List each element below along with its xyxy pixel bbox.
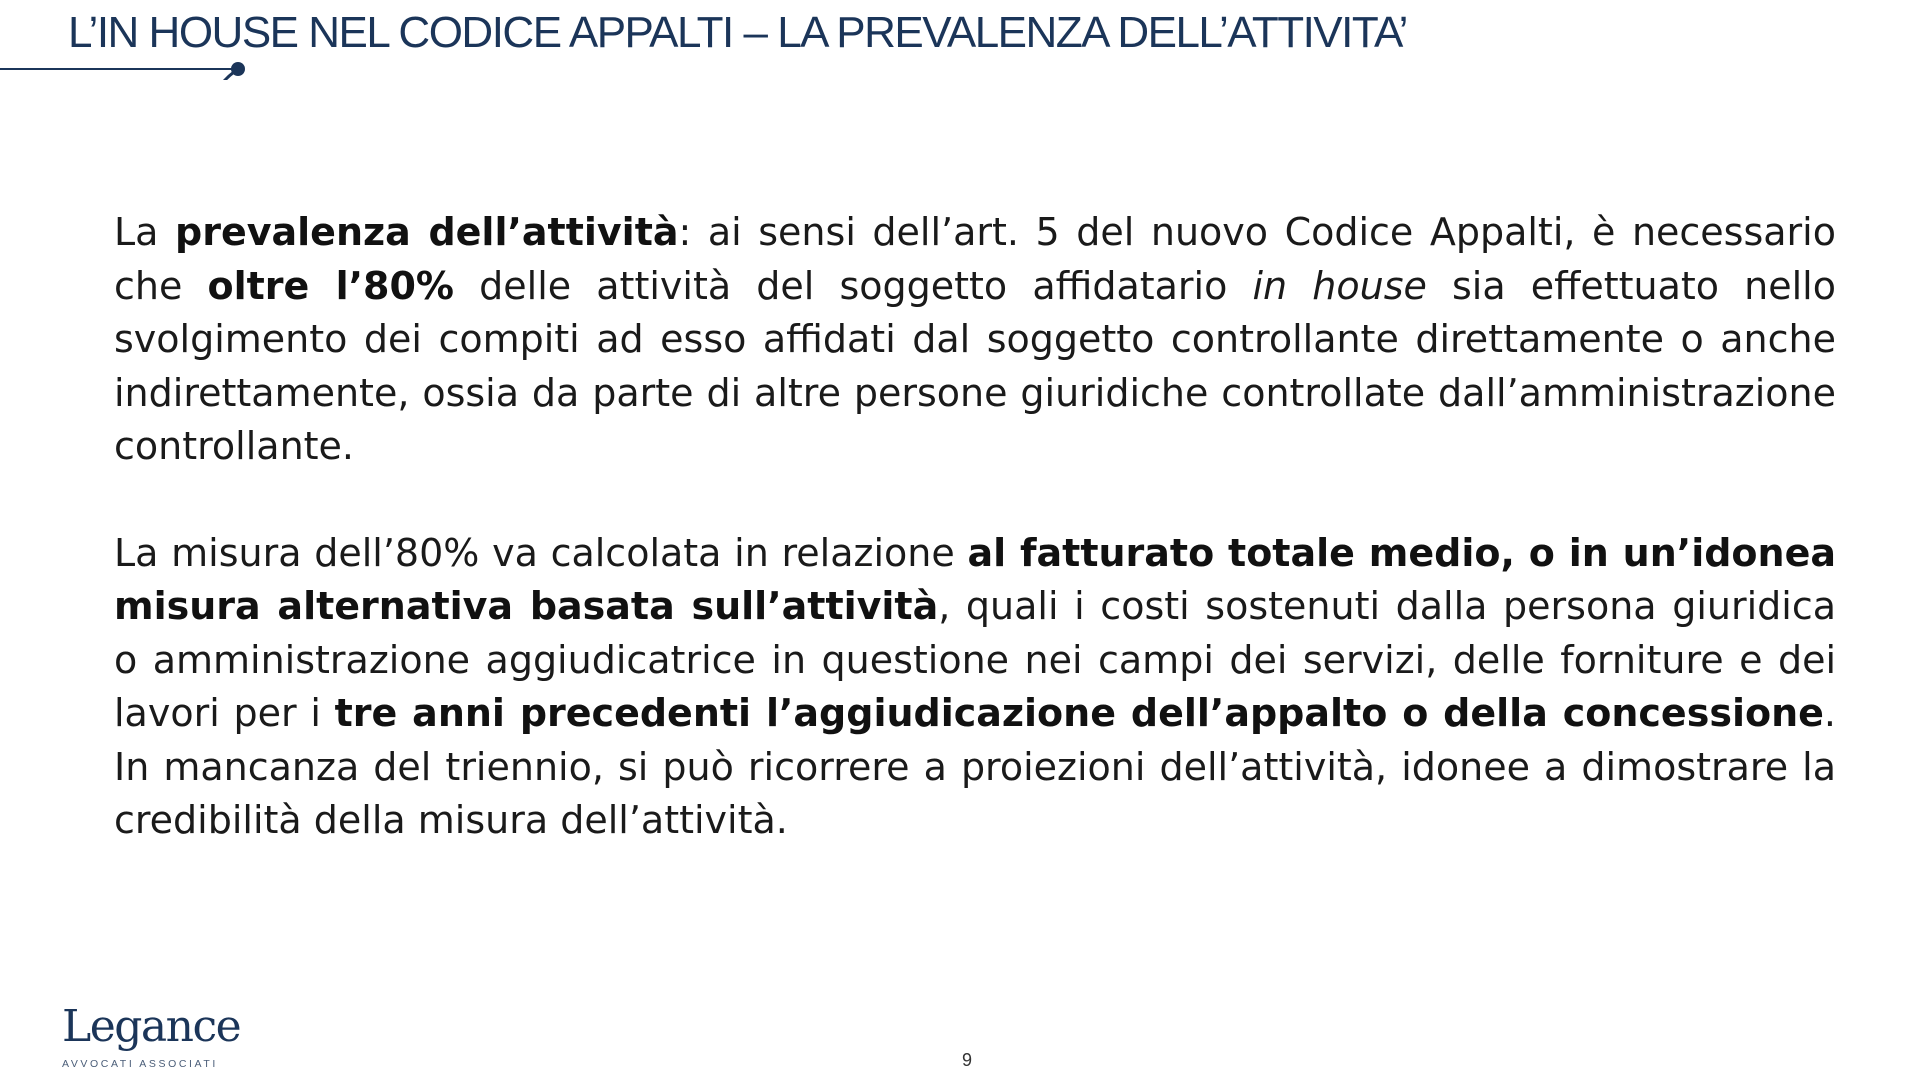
- logo-tagline: AVVOCATI ASSOCIATI: [62, 1058, 218, 1070]
- paragraph-prevalenza: [114, 206, 1836, 474]
- bold-text: oltre l’80%: [207, 263, 455, 308]
- text-run: : ai sensi dell’art. 5 del nuovo Codice Appalti, è necessario che: [114, 210, 1836, 308]
- text-run: . In mancanza del triennio, si può ricorrere a proiezioni dell’attività, idonee a dimostrare la credibilità della misura dell’attività.: [114, 691, 1836, 842]
- text-run: , quali i costi sostenuti dalla persona giuridica o amministrazione aggiudicatrice in questione nei campi dei servizi, delle forniture e dei lavori per i: [114, 584, 1836, 735]
- italic-text: in house: [1252, 263, 1427, 308]
- page-number: 9: [962, 1050, 973, 1070]
- logo-wordmark: Legance: [62, 1001, 241, 1052]
- body-content: [114, 206, 1836, 848]
- text-run: La: [114, 210, 176, 254]
- bold-text: tre anni precedenti l’aggiudicazione dell’appalto o della concessione: [334, 691, 1824, 735]
- legance-logo: [62, 1001, 241, 1070]
- bold-text: prevalenza dell’attività: [175, 210, 679, 254]
- paragraph-misura: [114, 527, 1836, 848]
- bold-text: al fatturato totale medio, o in un’idonea misura alternativa basata sull’attività: [114, 530, 1836, 628]
- text-run: delle attività del soggetto affidatario: [454, 263, 1253, 308]
- title-underline-decoration: [0, 40, 260, 80]
- slide-title: L’IN HOUSE NEL CODICE APPALTI – LA PREVALENZA DELL’ATTIVITA’: [68, 8, 1407, 57]
- text-run: La misura dell’80% va calcolata in relazione: [114, 530, 968, 575]
- text-run: sia effettuato nello svolgimento dei compiti ad esso affidati dal soggetto controllante direttamente o anche indirettamente, ossia da parte di altre persone giuridiche controllate dall’amministrazione controllante.: [114, 263, 1836, 468]
